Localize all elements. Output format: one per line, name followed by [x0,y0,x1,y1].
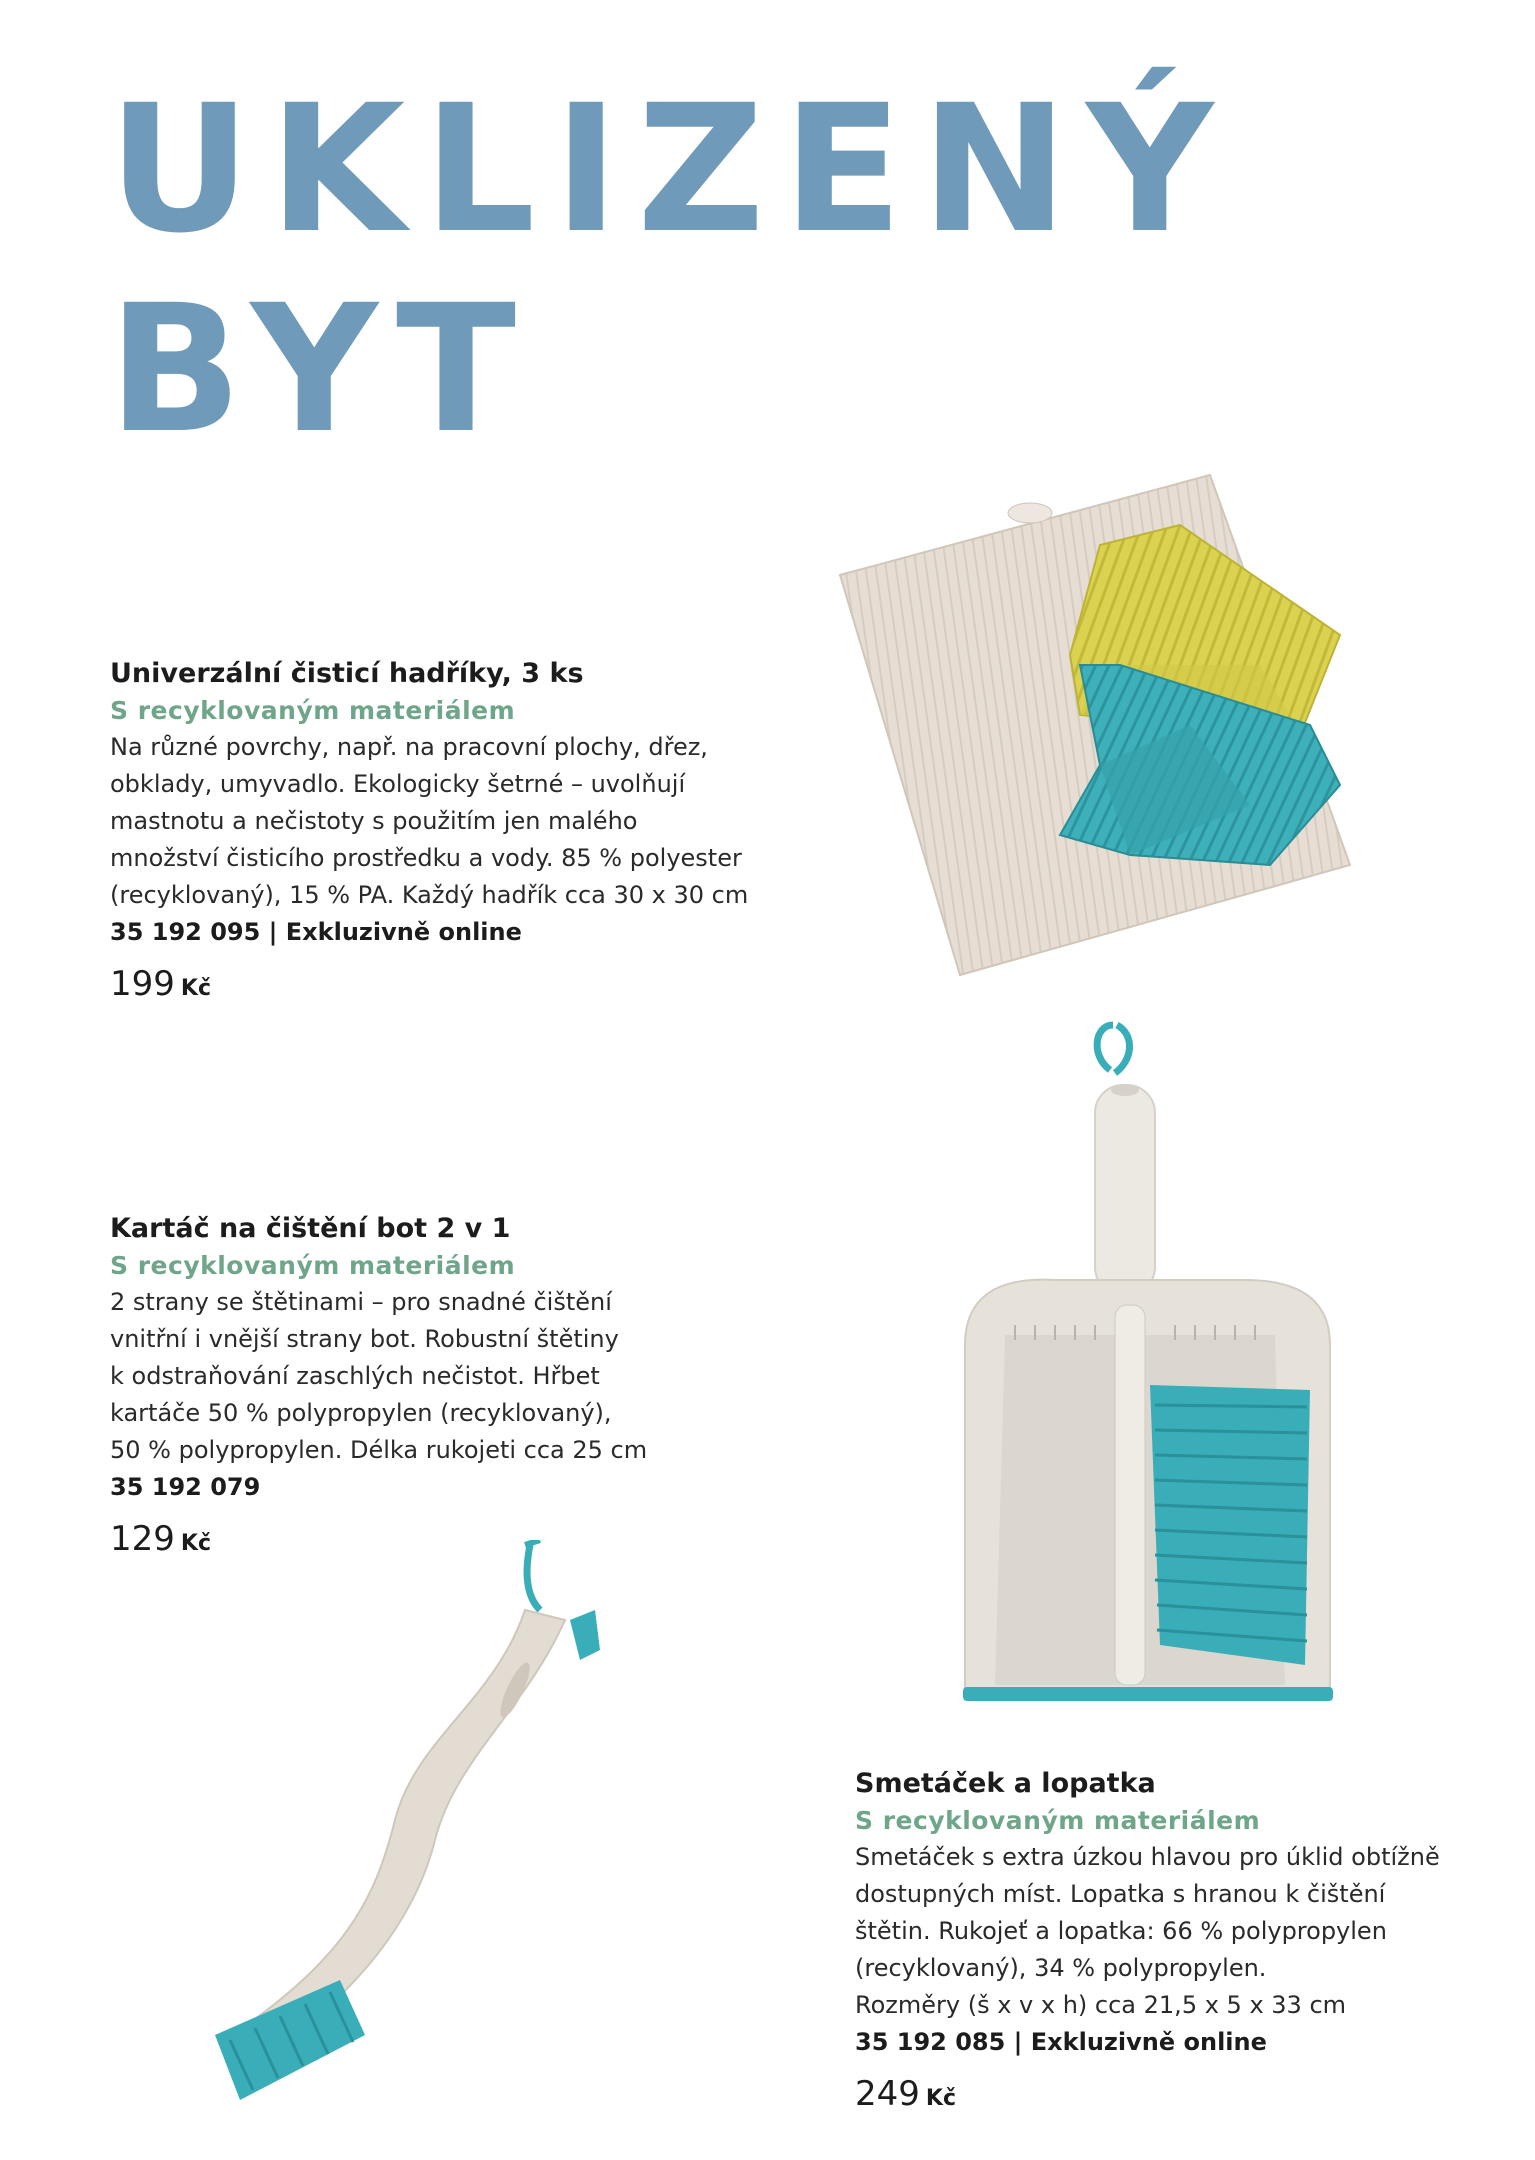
shoe-brush-image [195,1540,625,2130]
product-title: Kartáč na čištění bot 2 v 1 [110,1213,511,1244]
product-subtitle: S recyklovaným materiálem [110,1251,516,1280]
description-line: Rozměry (š x v x h) cca 21,5 x 5 x 33 cm [855,1991,1347,2019]
description-line: (recyklovaný), 15 % PA. Každý hadřík cca 30 x 30 cm [110,881,749,909]
product-price [110,962,810,1011]
product-description [110,729,810,914]
price-value: 199 [110,964,175,1004]
description-line: k odstraňování zaschlých nečistot. Hřbet [110,1362,600,1390]
product-dustpan-brush [855,1765,1525,2121]
product-price [110,1517,810,1566]
description-line: množství čisticího prostředku a vody. 85 % polyester [110,844,742,872]
page-headline [108,67,1232,472]
product-description [855,1839,1525,2024]
price-value: 249 [855,2074,920,2114]
product-cleaning-cloths [110,655,810,1011]
price-currency: Kč [925,2086,956,2111]
description-line: kartáče 50 % polypropylen (recyklovaný), [110,1399,612,1427]
description-line: vnitřní i vnější strany bot. Robustní štětiny [110,1325,619,1353]
product-code: 35 192 085 | Exkluzivně online [855,2028,1267,2056]
price-currency: Kč [180,976,211,1001]
cleaning-cloths-image [830,465,1370,985]
headline-line-2: BYT [108,267,535,472]
description-line: Na různé povrchy, např. na pracovní plochy, dřez, [110,733,708,761]
description-line: Smetáček s extra úzkou hlavou pro úklid obtížně [855,1843,1440,1871]
product-title: Smetáček a lopatka [855,1768,1156,1799]
product-code: 35 192 095 | Exkluzivně online [110,918,522,946]
product-code: 35 192 079 [110,1473,261,1501]
dustpan-brush-image [945,1005,1345,1705]
product-shoe-brush [110,1210,810,1566]
product-price [855,2072,1525,2121]
product-description [110,1284,810,1469]
description-line: mastnotu a nečistoty s použitím jen malého [110,807,638,835]
product-subtitle: S recyklovaným materiálem [110,696,516,725]
description-line: (recyklovaný), 34 % polypropylen. [855,1954,1267,1982]
product-subtitle: S recyklovaným materiálem [855,1806,1261,1835]
headline-line-1: UKLIZENÝ [108,67,1232,272]
product-title: Univerzální čisticí hadříky, 3 ks [110,658,584,689]
price-value: 129 [110,1519,175,1559]
price-currency: Kč [180,1531,211,1556]
description-line: obklady, umyvadlo. Ekologicky šetrné – uvolňují [110,770,686,798]
description-line: dostupných míst. Lopatka s hranou k čištění [855,1880,1386,1908]
description-line: 50 % polypropylen. Délka rukojeti cca 25 cm [110,1436,648,1464]
description-line: 2 strany se štětinami – pro snadné čištění [110,1288,612,1316]
description-line: štětin. Rukojeť a lopatka: 66 % polypropylen [855,1917,1387,1945]
